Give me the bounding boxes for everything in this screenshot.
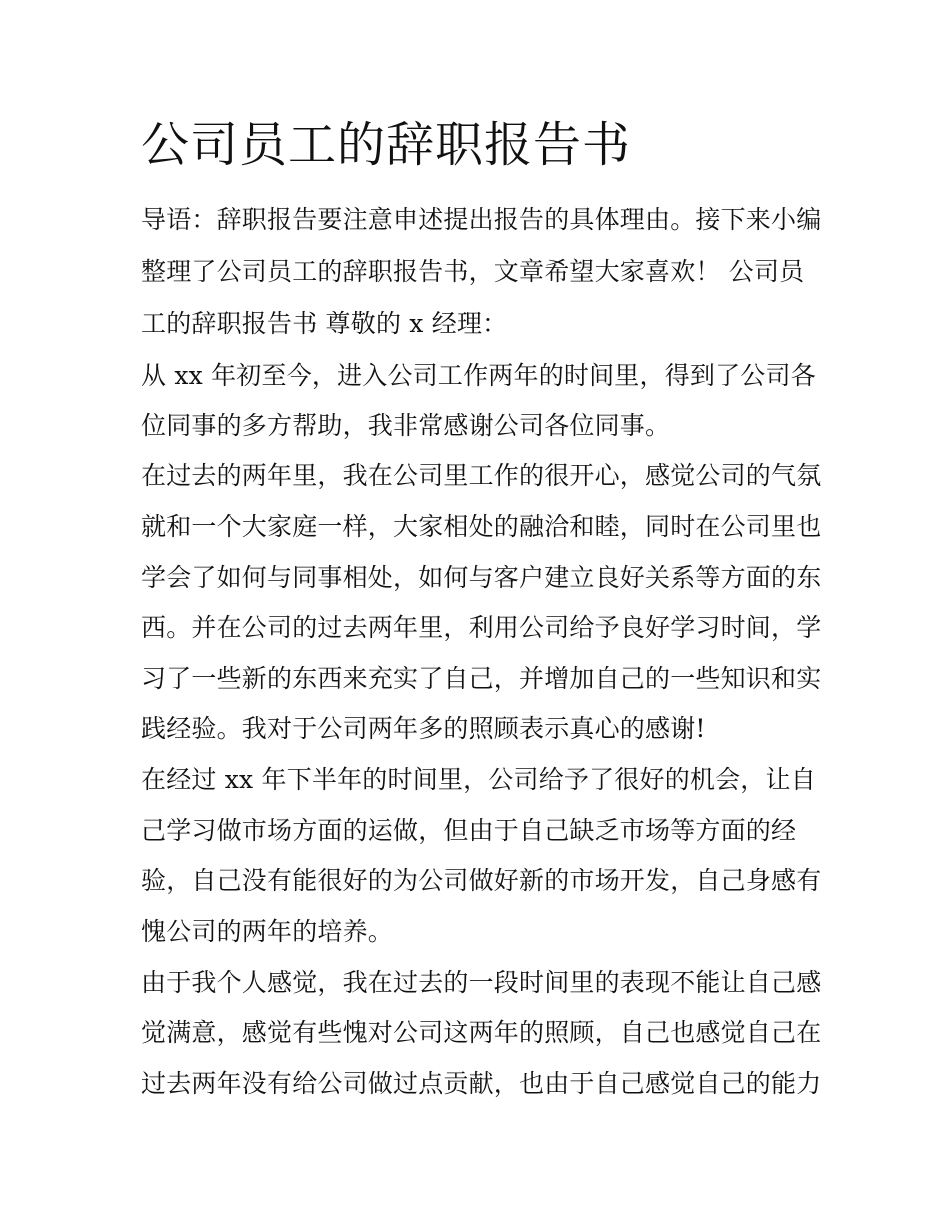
text-line: 由于我个人感觉，我在过去的一段时间里的表现不能让自己感 <box>141 968 822 997</box>
text-line: 过去两年没有给公司做过点贡献，也由于自己感觉自己的能力 <box>141 1069 822 1098</box>
text-line: 愧公司的两年的培养。 <box>141 917 394 946</box>
document-title: 公司员工的辞职报告书 <box>141 117 632 173</box>
text-line: 践经验。我对于公司两年多的照顾表示真心的感谢! <box>141 714 706 743</box>
text-line: 己学习做市场方面的运做，但由于自己缺乏市场等方面的经 <box>141 816 797 845</box>
text-line: 习了一些新的东西来充实了自己，并增加自己的一些知识和实 <box>141 664 822 693</box>
text-line: 整理了公司员工的辞职报告书，文章希望大家喜欢！ 公司员 <box>141 257 805 286</box>
text-line: 在过去的两年里，我在公司里工作的很开心，感觉公司的气氛 <box>141 461 822 490</box>
text-line: 觉满意，感觉有些愧对公司这两年的照顾，自己也感觉自己在 <box>141 1018 822 1047</box>
text-line: 验，自己没有能很好的为公司做好新的市场开发，自己身感有 <box>141 866 822 895</box>
text-line: 位同事的多方帮助，我非常感谢公司各位同事。 <box>141 411 671 440</box>
text-line: 从 xx 年初至今，进入公司工作两年的时间里，得到了公司各 <box>141 361 816 390</box>
text-line: 学会了如何与同事相处，如何与客户建立良好关系等方面的东 <box>141 563 822 592</box>
text-line: 西。并在公司的过去两年里，利用公司给予良好学习时间，学 <box>141 613 822 642</box>
text-line: 工的辞职报告书 尊敬的 x 经理： <box>141 309 508 338</box>
text-line: 导语：辞职报告要注意申述提出报告的具体理由。接下来小编 <box>141 205 822 234</box>
text-line: 在经过 xx 年下半年的时间里，公司给予了很好的机会，让自 <box>141 765 816 794</box>
text-line: 就和一个大家庭一样，大家相处的融洽和睦，同时在公司里也 <box>141 512 822 541</box>
